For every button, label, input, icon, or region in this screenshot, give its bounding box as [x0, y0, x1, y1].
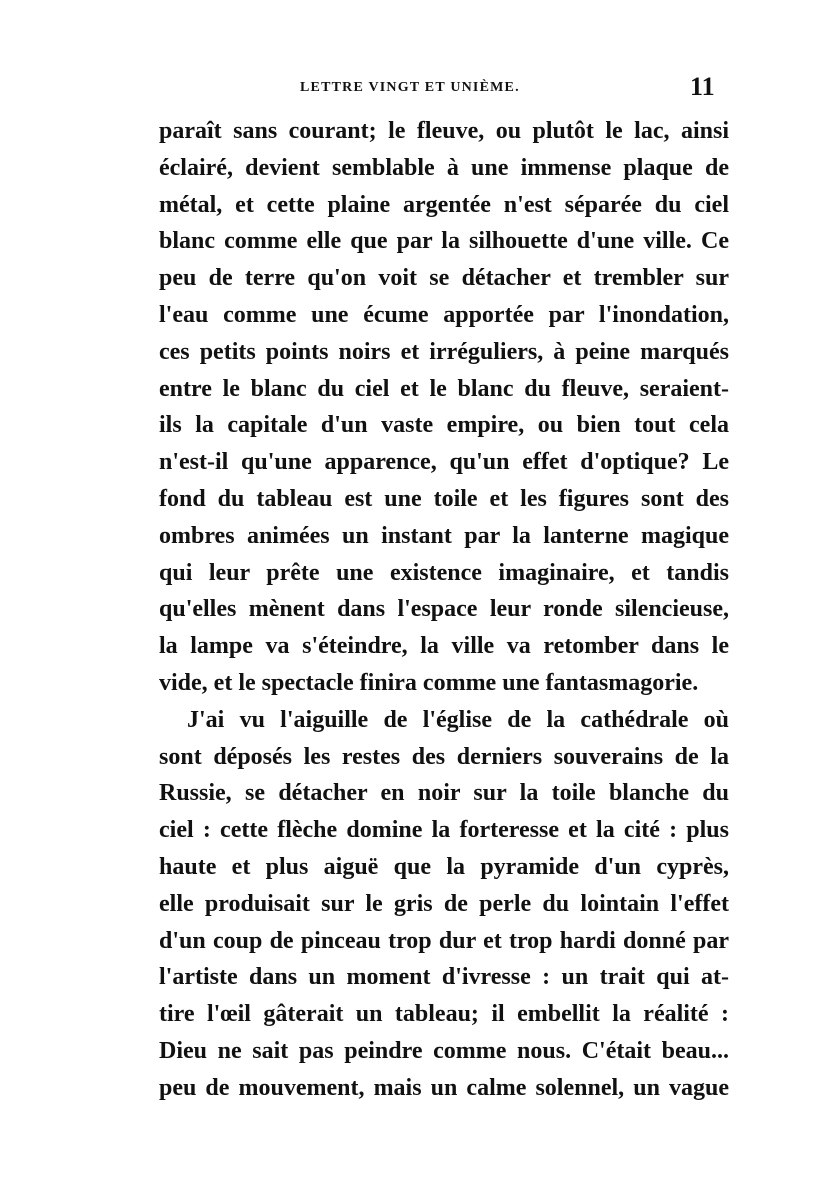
text-line: haute et plus aiguë que la pyramide d'un cyprès, [159, 853, 729, 880]
text-line: métal, et cette plaine argentée n'est séparée du ciel [159, 191, 729, 218]
text-line: ombres animées un instant par la lanterne magique [159, 522, 729, 549]
text-line: ils la capitale d'un vaste empire, ou bien tout cela [159, 412, 729, 439]
text-line: fond du tableau est une toile et les figures sont des [159, 485, 729, 512]
text-line: l'artiste dans un moment d'ivresse : un trait qui at- [159, 964, 729, 991]
text-line: qu'elles mènent dans l'espace leur ronde silencieuse, [159, 596, 729, 623]
paragraph-end-line: vide, et le spectacle finira comme une fantasmagorie. [159, 669, 699, 696]
text-line: tire l'œil gâterait un tableau; il embellit la réalité : [159, 1001, 729, 1028]
text-line: n'est-il qu'une apparence, qu'un effet d'optique? Le [159, 449, 729, 476]
text-line: peu de terre qu'on voit se détacher et trembler sur [159, 265, 729, 292]
text-line: peu de mouvement, mais un calme solennel, un vague [159, 1074, 729, 1101]
text-line: entre le blanc du ciel et le blanc du fleuve, seraient- [159, 375, 729, 402]
text-line: l'eau comme une écume apportée par l'inondation, [159, 301, 729, 328]
text-line: Dieu ne sait pas peindre comme nous. C'était beau... [159, 1037, 729, 1064]
running-head: LETTRE VINGT ET UNIÈME. [300, 80, 520, 95]
paragraph-start-line: J'ai vu l'aiguille de l'église de la cathédrale où [187, 706, 729, 733]
text-line: la lampe va s'éteindre, la ville va retomber dans le [159, 633, 729, 660]
text-line: ces petits points noirs et irréguliers, à peine marqués [159, 338, 729, 365]
page-number: 11 [690, 72, 715, 101]
body-text [159, 113, 729, 1107]
text-line: d'un coup de pinceau trop dur et trop hardi donné par [159, 927, 729, 954]
text-line: Russie, se détacher en noir sur la toile blanche du [159, 780, 729, 807]
text-line: éclairé, devient semblable à une immense plaque de [159, 154, 729, 181]
text-line: elle produisait sur le gris de perle du lointain l'effet [159, 890, 729, 917]
text-line: paraît sans courant; le fleuve, ou plutôt le lac, ainsi [159, 118, 729, 144]
text-line: sont déposés les restes des derniers souverains de la [159, 743, 729, 770]
text-line: qui leur prête une existence imaginaire, et tandis [159, 559, 729, 586]
text-line: blanc comme elle que par la silhouette d'une ville. Ce [159, 228, 729, 255]
text-line: ciel : cette flèche domine la forteresse et la cité : plus [159, 817, 729, 844]
